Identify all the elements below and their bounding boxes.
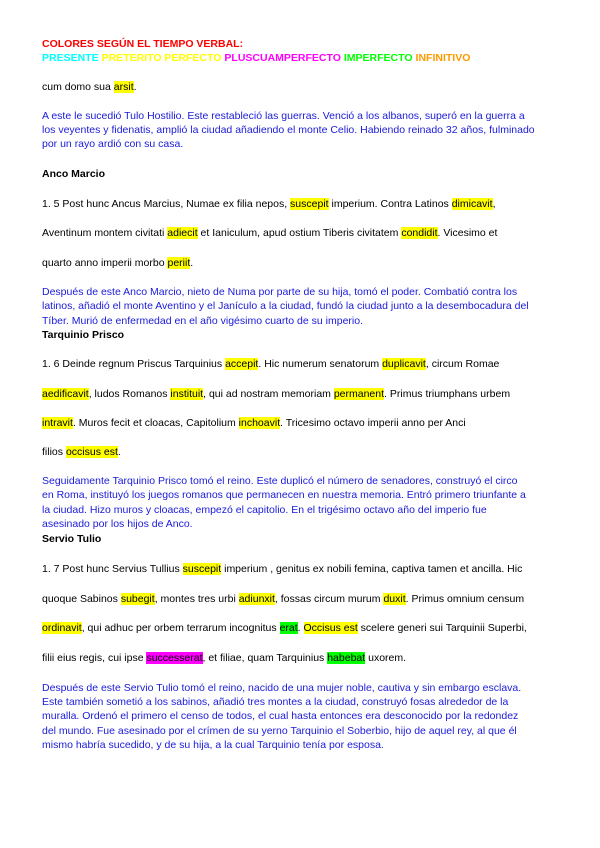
latin-line	[42, 652, 406, 665]
text-segment: 1. 5 Post hunc Ancus Marcius, Numae ex filia nepos,	[42, 198, 291, 210]
text-segment: ,	[492, 198, 496, 210]
spanish-line: muralla. Ordenó el primero el censo de todos, el cual hasta entonces era desconocido por la redondez	[42, 710, 519, 722]
text-segment: quarto anno imperii morbo	[42, 257, 168, 269]
verb-highlight: suscepit	[182, 563, 222, 575]
text-segment: imperium , genitus ex nobili femina, captiva tamen et ancilla. Hic	[221, 563, 523, 575]
text-segment: scelere generi sui Tarquinii Superbi,	[357, 622, 527, 634]
latin-line	[42, 358, 499, 371]
legend-infinitivo: INFINITIVO	[415, 52, 471, 64]
text-segment: filii eius regis, cui ipse	[42, 652, 147, 664]
color-key-legend	[42, 52, 470, 65]
verb-highlight-imperfect: erat	[279, 622, 298, 634]
verb-highlight-pluperfect: successerat	[146, 652, 203, 664]
latin-line	[42, 81, 137, 94]
latin-line	[42, 388, 510, 401]
latin-line	[42, 417, 466, 430]
verb-highlight: adiunxit	[238, 593, 275, 605]
verb-highlight: aedificavit	[42, 388, 89, 400]
verb-highlight: arsit	[113, 81, 134, 93]
verb-highlight: adiecit	[167, 227, 198, 239]
text-segment: . Primus triumphans urbem	[384, 388, 511, 400]
verb-highlight: duxit	[383, 593, 406, 605]
color-key-title: COLORES SEGÚN EL TIEMPO VERBAL:	[42, 38, 244, 50]
text-segment: . Muros fecit et cloacas, Capitolium	[72, 417, 239, 429]
verb-highlight: dimicavit	[451, 198, 493, 210]
text-segment: .	[133, 81, 137, 93]
verb-highlight-imperfect: habebat	[327, 652, 366, 664]
text-segment: , fossas circum murum	[274, 593, 384, 605]
spanish-line: los veyentes y fidenatis, amplió la ciudad añadiendo el monte Celio. Habiendo reinado 32 años, fulminado	[42, 124, 535, 136]
spanish-line: A este le sucedió Tulo Hostilio. Este restableció las guerras. Venció a los albanos, superó en la guerra a	[42, 110, 525, 122]
text-segment: et Ianiculum, apud ostium Tiberis civitatem	[197, 227, 402, 239]
spanish-line: asesinado por los hijos de Anco.	[42, 518, 193, 530]
spanish-line: Seguidamente Tarquinio Prisco tomó el reino. Este duplicó el número de senadores, construyó el circo	[42, 475, 518, 487]
verb-highlight: intravit	[42, 417, 73, 429]
legend-imperfecto: IMPERFECTO	[343, 52, 413, 64]
text-segment: 1. 7 Post hunc Servius Tullius	[42, 563, 183, 575]
latin-line	[42, 622, 527, 635]
verb-highlight: ordinavit	[42, 622, 82, 634]
text-segment: . Primus omnium censum	[405, 593, 525, 605]
text-segment: .	[297, 622, 304, 634]
text-segment: Aventinum montem civitati	[42, 227, 168, 239]
verb-highlight: duplicavit	[382, 358, 426, 370]
latin-line	[42, 593, 524, 606]
spanish-line: en Roma, instituyó los juegos romanos que permanecen en nuestra memoria. Entró primero triunfante a	[42, 489, 526, 501]
text-segment: 1. 6 Deinde regnum Priscus Tarquinius	[42, 358, 226, 370]
latin-line	[42, 227, 497, 240]
text-segment: . Tricesimo octavo imperii anno per Anci	[280, 417, 466, 429]
text-segment: , ludos Romanos	[88, 388, 171, 400]
verb-highlight: condidit	[401, 227, 438, 239]
spanish-line: Tíber. Murió de enfermedad en el año vigésimo cuarto de su imperio.	[42, 315, 364, 327]
spanish-line: mismo habría sucedido, y de su hija, a la cual Tarquinio tenía por esposa.	[42, 739, 384, 751]
text-segment: .	[190, 257, 194, 269]
text-segment: , et filiae, quam Tarquinius	[202, 652, 328, 664]
latin-line	[42, 446, 121, 459]
section-heading-anco-marcio: Anco Marcio	[42, 168, 106, 180]
text-segment: imperium. Contra Latinos	[328, 198, 452, 210]
latin-line	[42, 198, 495, 211]
legend-preterito-perfecto: PRETERITO PERFECTO	[101, 52, 222, 64]
verb-highlight: inchoavit	[238, 417, 281, 429]
verb-highlight: suscepit	[290, 198, 329, 210]
verb-highlight: instituit	[170, 388, 204, 400]
verb-highlight: periit	[167, 257, 191, 269]
spanish-line: por un rayo ardió con su casa.	[42, 138, 184, 150]
spanish-line: Después de este Servio Tulio tomó el reino, nacido de una mujer noble, cautiva y sin embargo esclava.	[42, 682, 522, 694]
text-segment: , qui ad nostram memoriam	[203, 388, 334, 400]
text-segment: cum domo sua	[42, 81, 114, 93]
verb-highlight: occisus est	[65, 446, 118, 458]
verb-highlight: subegit	[120, 593, 155, 605]
legend-pluscuamperfecto: PLUSCUAMPERFECTO	[224, 52, 341, 64]
text-segment: quoque Sabinos	[42, 593, 121, 605]
text-segment: , circum Romae	[425, 358, 500, 370]
legend-presente: PRESENTE	[42, 52, 99, 64]
text-segment: filios	[42, 446, 66, 458]
text-segment: . Vicesimo et	[437, 227, 498, 239]
latin-line	[42, 563, 522, 576]
text-segment: . Hic numerum senatorum	[258, 358, 383, 370]
verb-highlight: permanent	[333, 388, 385, 400]
text-segment: .	[117, 446, 121, 458]
text-segment: , montes tres urbi	[154, 593, 239, 605]
section-heading-tarquinio-prisco: Tarquinio Prisco	[42, 329, 125, 341]
text-segment: , qui adhuc per orbem terrarum incognitus	[81, 622, 280, 634]
text-segment: uxorem.	[365, 652, 407, 664]
spanish-line: Después de este Anco Marcio, nieto de Numa por parte de su hija, tomó el poder. Combatió contra los	[42, 286, 518, 298]
spanish-line: Este también sometió a los sabinos, añadió tres montes a la ciudad, construyó fosas alrededor de la	[42, 696, 509, 708]
latin-line	[42, 257, 193, 270]
verb-highlight: accepit	[225, 358, 259, 370]
section-heading-servio-tulio: Servio Tulio	[42, 533, 102, 545]
spanish-line: latinos, añadió el monte Aventino y el Janículo a la ciudad, fundó la ciudad junto a la desembocadura del	[42, 300, 529, 312]
spanish-line: la ciudad. Hizo muros y cloacas, empezó el capitolio. En el trigésimo octavo año del imperio fue	[42, 504, 487, 516]
spanish-line: del mundo. Fue asesinado por el crímen de su yerno Tarquinio el Soberbio, hijo de aquel rey, al que él	[42, 725, 517, 737]
verb-highlight: Occisus est	[303, 622, 358, 634]
